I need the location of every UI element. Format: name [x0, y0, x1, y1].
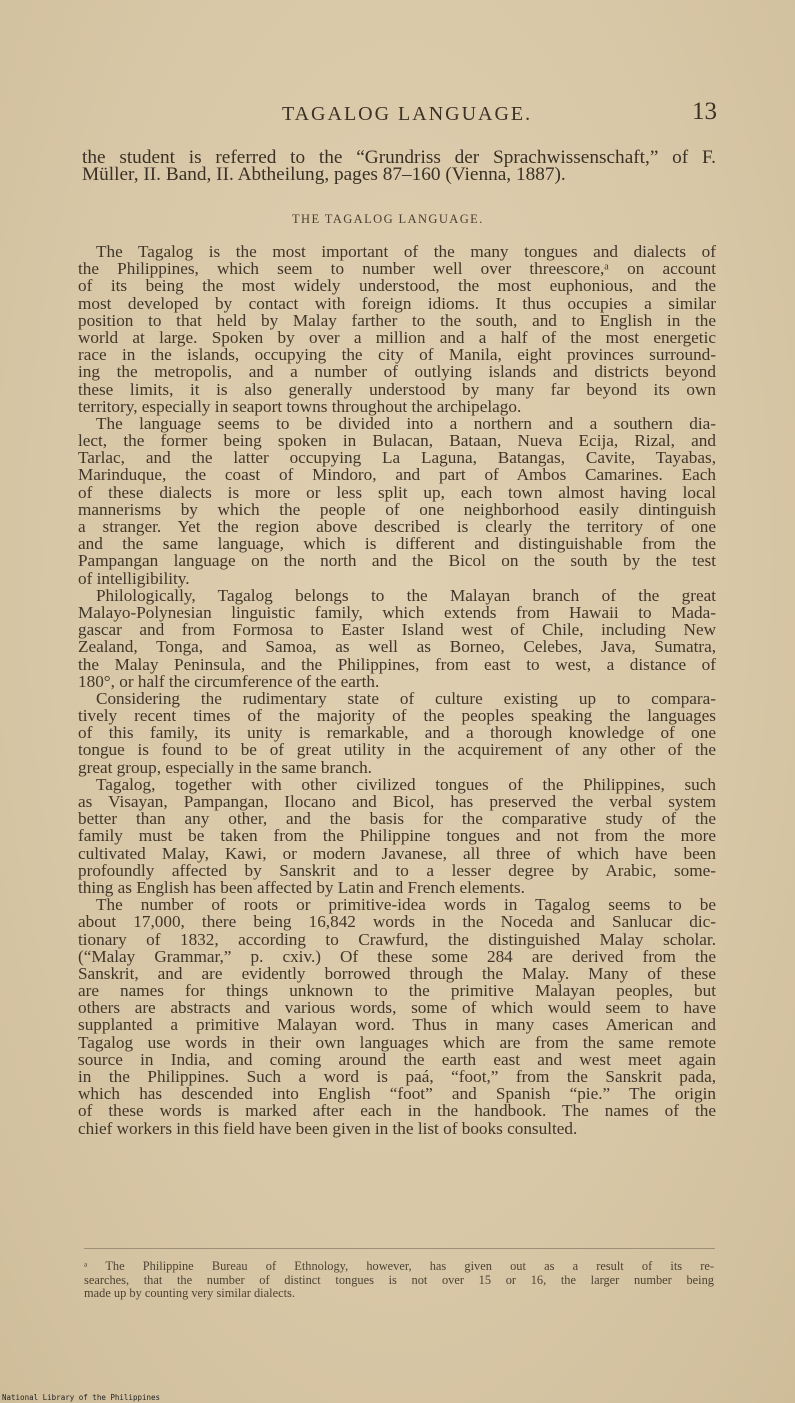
text-line: position to that held by Malay farther to the south, and to English in the	[78, 310, 716, 330]
text-line: of this family, its unity is remarkable, and a thorough knowledge of one	[78, 723, 716, 743]
footnote-line: ᵃ The Philippine Bureau of Ethnology, however, has given out as a result of its re-	[84, 1259, 714, 1273]
text-line: lect, the former being spoken in Bulacan, Bataan, Nueva Ecija, Rizal, and	[78, 431, 716, 451]
text-line: source in India, and coming around the earth east and west meet again	[78, 1049, 716, 1069]
text-line: of these dialects is more or less split up, each town almost having local	[78, 482, 716, 502]
text-line: territory, especially in seaport towns throughout the archipelago.	[78, 396, 522, 416]
section-heading: THE TAGALOG LANGUAGE.	[292, 212, 484, 226]
text-line: in the Philippines. Such a word is paá, “foot,” from the Sanskrit pada,	[78, 1067, 716, 1086]
text-line: Pampangan language on the north and the Bicol on the south by the test	[78, 551, 716, 571]
text-line: cultivated Malay, Kawi, or modern Javanese, all three of which have been	[78, 843, 716, 863]
text-line: The number of roots or primitive-idea words in Tagalog seems to be	[96, 895, 716, 915]
text-line: mannerisms by which the people of one neighborhood easily dintinguish	[78, 499, 716, 519]
footnote-line: searches, that the number of distinct tongues is not over 15 or 16, the larger number being	[84, 1272, 714, 1287]
text-line: ing the metropolis, and a number of outlying islands and districts beyond	[78, 362, 716, 382]
text-line: of these words is marked after each in the handbook. The names of the	[78, 1101, 716, 1121]
page-number: 13	[692, 98, 717, 125]
text-line: 180°, or half the circumference of the earth.	[78, 671, 380, 691]
text-line: profoundly affected by Sanskrit and to a lesser degree by Arabic, some-	[78, 860, 716, 880]
text-line: a stranger. Yet the region above described is clearly the territory of one	[78, 517, 716, 536]
text-line: Sanskrit, and are evidently borrowed through the Malay. Many of these	[78, 963, 716, 983]
text-line: tively recent times of the majority of the peoples speaking the languages	[78, 706, 716, 726]
text-line: gascar and from Formosa to Easter Island west of Chile, including New	[78, 620, 716, 640]
text-line: chief workers in this field have been given in the list of books consulted.	[78, 1118, 578, 1138]
text-line: about 17,000, there being 16,842 words in the Noceda and Sanlucar dic-	[78, 912, 716, 932]
text-line: Malayo-Polynesian linguistic family, which extends from Hawaii to Mada-	[78, 602, 716, 622]
text-line: family must be taken from the Philippine tongues and not from the more	[78, 826, 716, 846]
text-line: tongue is found to be of great utility in the acquirement of any other of the	[78, 740, 716, 760]
text-line: which has descended into English “foot” and Spanish “pie.” The origin	[78, 1084, 716, 1104]
text-line: as Visayan, Pampangan, Ilocano and Bicol, has preserved the verbal system	[78, 792, 716, 811]
text-line: The language seems to be divided into a northern and a southern dia-	[96, 413, 716, 433]
text-line: Zealand, Tonga, and Samoa, as well as Borneo, Celebes, Java, Sumatra,	[78, 637, 716, 657]
text-line: the Malay Peninsula, and the Philippines, from east to west, a distance of	[78, 654, 716, 674]
text-line: and the same language, which is different and distinguishable from the	[78, 534, 716, 554]
text-line: tionary of 1832, according to Crawfurd, the distinguished Malay scholar.	[78, 929, 716, 949]
text-line: of intelligibility.	[78, 568, 190, 588]
text-line: better than any other, and the basis for the comparative study of the	[78, 809, 716, 829]
text-line: great group, especially in the same branch.	[78, 757, 372, 777]
text-line: Considering the rudimentary state of culture existing up to compara-	[96, 688, 716, 708]
text-line: the Philippines, which seem to number well over threescore,ᵃ on account	[78, 259, 716, 279]
running-head: TAGALOG LANGUAGE.	[282, 103, 533, 125]
text-line: Philologically, Tagalog belongs to the Malayan branch of the great	[96, 585, 716, 605]
text-line: thing as English has been affected by Latin and French elements.	[78, 877, 525, 897]
footnote	[84, 1260, 714, 1301]
text-line: are names for things unknown to the primitive Malayan peoples, but	[78, 981, 716, 1001]
text-line: Tagalog, together with other civilized tongues of the Philippines, such	[96, 774, 716, 794]
text-line: others are abstracts and various words, some of which would seem to have	[78, 998, 716, 1018]
text-line: world at large. Spoken by over a million and a half of the most energetic	[78, 327, 716, 347]
intro-line: Müller, II. Band, II. Abtheilung, pages 87–160 (Vienna, 1887).	[82, 164, 566, 186]
library-credit: National Library of the Philippines	[2, 1393, 161, 1402]
intro-paragraph	[82, 147, 716, 186]
text-line: race in the islands, occupying the city of Manila, eight provinces surround-	[78, 345, 716, 365]
text-line: Tarlac, and the latter occupying La Laguna, Batangas, Cavite, Tayabas,	[78, 448, 716, 468]
text-line: The Tagalog is the most important of the many tongues and dialects of	[96, 242, 716, 261]
intro-line: the student is referred to the “Grundriss der Sprachwissenschaft,” of F.	[82, 147, 716, 168]
text-line: these limits, it is also generally understood by many far beyond its own	[78, 379, 716, 399]
body-text	[78, 243, 716, 1137]
text-line: Tagalog use words in their own languages which are from the same remote	[78, 1032, 716, 1052]
footnote-line: made up by counting very similar dialects.	[84, 1286, 295, 1300]
text-line: (“Malay Grammar,” p. cxiv.) Of these some 284 are derived from the	[78, 946, 716, 966]
footnote-divider	[84, 1248, 715, 1249]
text-line: supplanted a primitive Malayan word. Thus in many cases American and	[78, 1015, 716, 1035]
text-line: Marinduque, the coast of Mindoro, and part of Ambos Camarines. Each	[78, 465, 716, 485]
text-line: most developed by contact with foreign idioms. It thus occupies a similar	[78, 293, 716, 313]
text-line: of its being the most widely understood, the most euphonious, and the	[78, 276, 716, 296]
